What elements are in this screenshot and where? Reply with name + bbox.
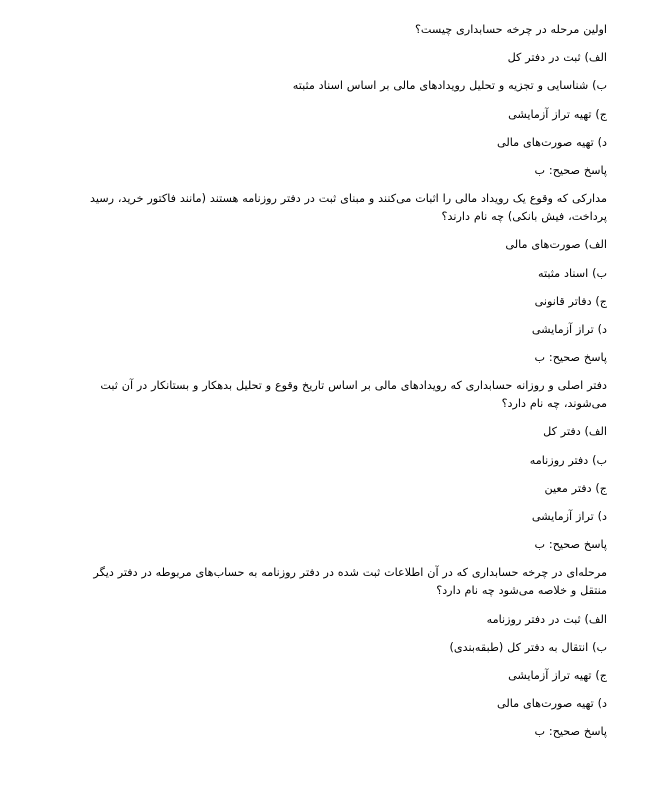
question-3-text: دفتر اصلی و روزانه حسابداری که رویدادهای مالی بر اساس تاریخ وقوع و تحلیل بدهکار و بستانکار در آن ثبت می‌شوند، چه نام دارد؟ <box>100 379 607 411</box>
question-1-option-a: الف) ثبت در دفتر کل <box>507 51 607 65</box>
question-2-text: مدارکی که وقوع یک رویداد مالی را اثبات می‌کنند و مبنای ثبت در دفتر روزنامه هستند (مانند فاکتور خرید، رسید پرداخت، فیش بانکی) چه نام دارند؟ <box>89 192 607 224</box>
question-1-option-c: ج) تهیه تراز آزمایشی <box>508 107 607 121</box>
question-4-option-d: د) تهیه صورت‌های مالی <box>497 697 607 711</box>
question-2-option-b: ب) اسناد مثبته <box>538 266 607 280</box>
question-1-answer: پاسخ صحیح: ب <box>534 163 607 177</box>
question-2-option-c: ج) دفاتر قانونی <box>534 294 607 308</box>
question-4-option-a: الف) ثبت در دفتر روزنامه <box>486 612 607 626</box>
question-3-option-c: ج) دفتر معین <box>544 481 607 495</box>
question-1-option-b: ب) شناسایی و تجزیه و تحلیل رویدادهای مالی بر اساس اسناد مثبته <box>292 79 607 93</box>
question-1-text: اولین مرحله در چرخه حسابداری چیست؟ <box>414 23 607 36</box>
question-2-option-a: الف) صورت‌های مالی <box>505 238 607 252</box>
question-2-answer: پاسخ صحیح: ب <box>534 351 607 365</box>
question-3-option-a: الف) دفتر کل <box>543 425 607 439</box>
question-3-option-b: ب) دفتر روزنامه <box>529 453 607 467</box>
question-4-text: مرحله‌ای در چرخه حسابداری که در آن اطلاعات ثبت شده در دفتر روزنامه به حساب‌های مربوطه در دفتر دیگر منتقل و خلاصه می‌شود چه نام دارد؟ <box>93 566 607 598</box>
question-2-option-d: د) تراز آزمایشی <box>531 322 607 336</box>
question-3-answer: پاسخ صحیح: ب <box>534 538 607 552</box>
question-4-option-c: ج) تهیه تراز آزمایشی <box>508 668 607 682</box>
question-4-option-b: ب) انتقال به دفتر کل (طبقه‌بندی) <box>449 640 607 654</box>
question-4-answer: پاسخ صحیح: ب <box>534 725 607 739</box>
question-1-option-d: د) تهیه صورت‌های مالی <box>497 135 607 149</box>
question-3-option-d: د) تراز آزمایشی <box>531 510 607 523</box>
